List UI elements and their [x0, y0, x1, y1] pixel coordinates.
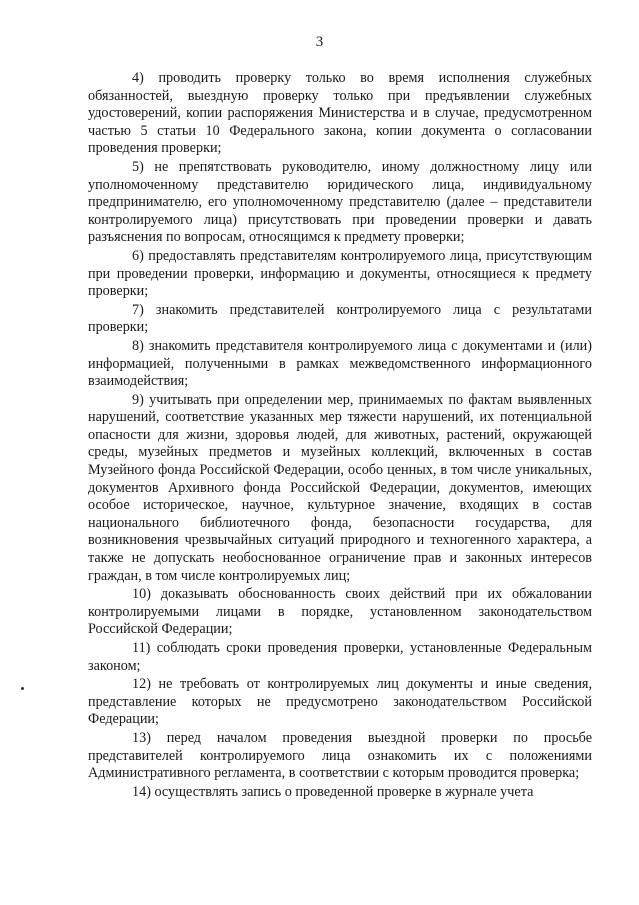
list-item-11: [88, 640, 592, 675]
item-number: 4): [132, 70, 144, 86]
list-item-5: [88, 159, 592, 247]
item-number: 8): [132, 337, 144, 354]
list-item-12: [88, 676, 592, 729]
list-item-10: [88, 586, 592, 639]
item-text: доказывать обоснованность своих действий при их обжаловании контролируемыми лицами в порядке, установленном законодательством Российской Федерации;: [88, 586, 593, 638]
item-text: предоставлять представителям контролируемого лица, присутствующим при проведении проверки, информацию и документы, относящиеся к предмету проверки;: [88, 247, 592, 300]
document-body: [88, 70, 592, 802]
item-number: 6): [132, 247, 144, 264]
list-item-8: [88, 338, 592, 391]
item-text: осуществлять запись о проведенной проверке в журнале учета: [154, 783, 534, 800]
list-item-6: [88, 248, 592, 301]
item-text: соблюдать сроки проведения проверки, установленные Федеральным законом;: [88, 640, 592, 674]
list-item-14: [88, 784, 592, 802]
item-number: 10): [132, 586, 151, 603]
item-text: не препятствовать руководителю, иному должностному лицу или уполномоченному представителю юридического лица, индивидуальному предпринимателю, его уполномоченному представителю (далее – представители контролируемого лица) присутствовать при проведении проверки и давать разъяснения по вопросам, относящимся к предмету проверки;: [88, 158, 592, 246]
page-number: 3: [315, 34, 324, 50]
item-text: знакомить представителя контролируемого лица с документами и (или) информацией, полученными в рамках межведомственного информационного взаимодействия;: [88, 337, 593, 390]
item-text: проводить проверку только во время исполнения служебных обязанностей, выездную проверку только при предъявлении служебных удостоверений, копии распоряжения Министерства и в случае, предусмотренном частью 5 статьи 10 Федерального закона, копии документа о согласовании проведения проверки;: [88, 70, 592, 157]
item-text: не требовать от контролируемых лиц документы и иные сведения, представление которых не предусмотрено законодательством Российской Федерации;: [88, 676, 593, 728]
item-number: 14): [132, 783, 151, 800]
item-number: 7): [132, 301, 144, 318]
list-item-4: [88, 70, 592, 158]
item-number: 13): [132, 729, 151, 746]
item-text: знакомить представителей контролируемого лица с результатами проверки;: [88, 301, 593, 336]
list-item-9: [88, 392, 592, 586]
item-number: 9): [132, 391, 144, 408]
scan-dot-mark: [21, 687, 24, 690]
list-item-13: [88, 730, 592, 783]
item-number: 11): [132, 640, 151, 656]
item-number: 5): [132, 158, 144, 175]
item-text: перед началом проведения выездной проверки по просьбе представителей контролируемого лица ознакомить их с положениями Административного регламента, в соответствии с которым проводится проверка;: [88, 729, 592, 782]
list-item-7: [88, 302, 592, 337]
item-number: 12): [132, 676, 151, 693]
item-text: учитывать при определении мер, принимаемых по фактам выявленных нарушений, соответствие указанных мер тяжести нарушений, их потенциальной опасности для жизни, здоровья людей, для животных, растений, окружающей среды, музейных предметов и музейных коллекций, включенных в состав Музейного фонда Российской Федерации, особо ценных, в том числе уникальных, документов Архивного фонда Российской Федерации, документов, имеющих особое историческое, научное, культурное значение, входящих в состав национального библиотечного фонда, безопасности государства, для возникновения чрезвычайных ситуаций природного и техногенного характера, а также не допускать необоснованное ограничение прав и законных интересов граждан, в том числе контролируемых лиц;: [88, 391, 593, 584]
